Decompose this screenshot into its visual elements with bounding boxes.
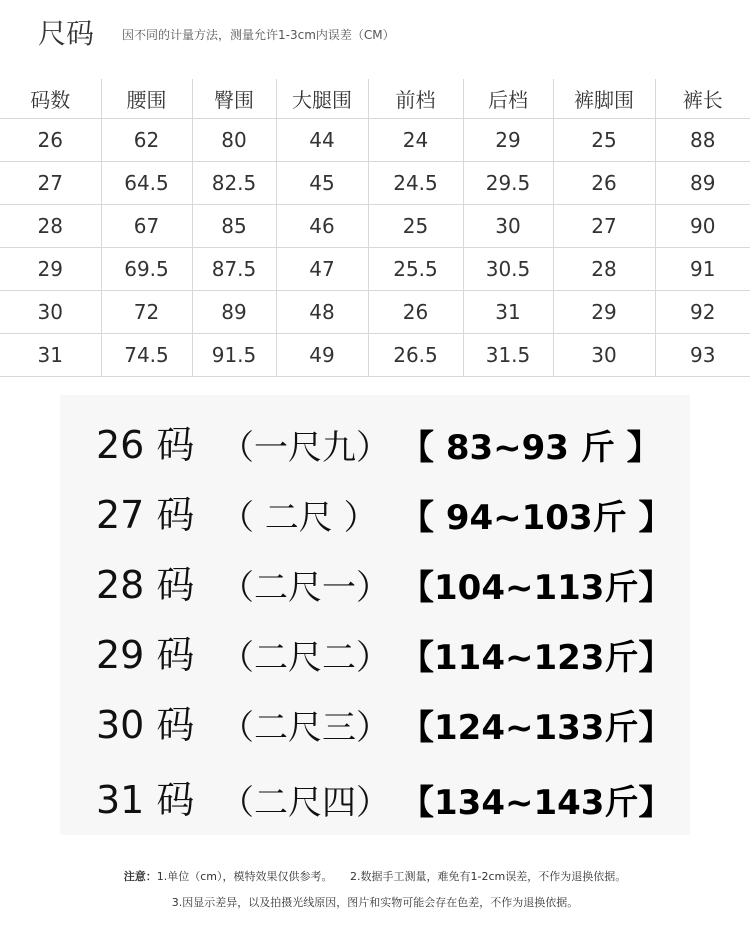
- table-cell: 26: [553, 162, 655, 205]
- table-cell: 25: [553, 119, 655, 162]
- table-cell: 30: [553, 334, 655, 377]
- table-cell: 74.5: [101, 334, 192, 377]
- weight-guide-panel: [60, 395, 690, 835]
- weight-size: 30 码: [96, 703, 195, 747]
- weight-size: 31 码: [96, 778, 195, 822]
- note-item: 3.因显示差异，以及拍摄光线原因，图片和实物可能会存在色差，不作为退换依据。: [171, 896, 579, 909]
- table-cell: 26: [368, 291, 463, 334]
- column-header: 腰围: [101, 79, 192, 119]
- weight-size: 26 码: [96, 423, 195, 467]
- table-cell: 29.5: [463, 162, 553, 205]
- table-cell: 30.5: [463, 248, 553, 291]
- column-header: 裤长: [655, 79, 750, 119]
- table-cell: 44: [276, 119, 368, 162]
- table-cell: 91.5: [192, 334, 276, 377]
- table-cell: 64.5: [101, 162, 192, 205]
- table-cell: 31: [463, 291, 553, 334]
- table-row: [0, 205, 750, 248]
- note-item: 1.单位（cm），模特效果仅供参考。: [156, 870, 333, 883]
- table-cell: 31: [0, 334, 101, 377]
- weight-guide-row: [60, 690, 690, 750]
- column-header: 臀围: [192, 79, 276, 119]
- waist-chi: （二尺三）: [220, 708, 390, 748]
- table-cell: 31.5: [463, 334, 553, 377]
- table-cell: 25: [368, 205, 463, 248]
- table-row: [0, 119, 750, 162]
- table-cell: 69.5: [101, 248, 192, 291]
- column-header: 码数: [0, 79, 101, 119]
- table-cell: 28: [553, 248, 655, 291]
- table-cell: 88: [655, 119, 750, 162]
- weight-range: 【114~123斤】: [400, 638, 673, 678]
- weight-guide-row: [60, 765, 690, 825]
- notes-line-1: [0, 868, 750, 884]
- weight-guide-row: [60, 550, 690, 610]
- table-row: [0, 162, 750, 205]
- table-cell: 80: [192, 119, 276, 162]
- table-cell: 89: [655, 162, 750, 205]
- waist-chi: （二尺四）: [220, 783, 390, 823]
- size-table: [0, 79, 750, 377]
- notes-line-2: [0, 894, 750, 910]
- table-cell: 85: [192, 205, 276, 248]
- table-row: [0, 248, 750, 291]
- notes-label: 注意：: [123, 870, 157, 883]
- note-item: 2.数据手工测量，难免有1-2cm误差，不作为退换依据。: [350, 870, 627, 883]
- table-cell: 26: [0, 119, 101, 162]
- table-cell: 48: [276, 291, 368, 334]
- table-cell: 25.5: [368, 248, 463, 291]
- table-cell: 30: [463, 205, 553, 248]
- weight-size: 28 码: [96, 563, 195, 607]
- weight-range: 【 83~93 斤 】: [400, 428, 661, 468]
- table-cell: 93: [655, 334, 750, 377]
- table-cell: 72: [101, 291, 192, 334]
- weight-range: 【124~133斤】: [400, 708, 673, 748]
- table-cell: 67: [101, 205, 192, 248]
- table-cell: 27: [553, 205, 655, 248]
- table-cell: 28: [0, 205, 101, 248]
- table-cell: 29: [553, 291, 655, 334]
- weight-guide-row: [60, 480, 690, 540]
- table-cell: 92: [655, 291, 750, 334]
- table-cell: 62: [101, 119, 192, 162]
- page-title: 尺码: [38, 17, 95, 50]
- column-header: 大腿围: [276, 79, 368, 119]
- table-cell: 24.5: [368, 162, 463, 205]
- weight-range: 【134~143斤】: [400, 783, 673, 823]
- table-cell: 29: [463, 119, 553, 162]
- table-cell: 30: [0, 291, 101, 334]
- table-row: [0, 334, 750, 377]
- weight-size: 29 码: [96, 633, 195, 677]
- table-cell: 89: [192, 291, 276, 334]
- waist-chi: （二尺二）: [220, 638, 390, 678]
- column-header: 裤脚围: [553, 79, 655, 119]
- weight-guide-row: [60, 620, 690, 680]
- table-cell: 91: [655, 248, 750, 291]
- table-cell: 27: [0, 162, 101, 205]
- table-cell: 24: [368, 119, 463, 162]
- table-row: [0, 291, 750, 334]
- weight-size: 27 码: [96, 493, 195, 537]
- waist-chi: （一尺九）: [220, 428, 390, 468]
- waist-chi: （二尺一）: [220, 568, 390, 608]
- table-cell: 47: [276, 248, 368, 291]
- table-cell: 87.5: [192, 248, 276, 291]
- table-cell: 26.5: [368, 334, 463, 377]
- table-cell: 45: [276, 162, 368, 205]
- table-cell: 49: [276, 334, 368, 377]
- table-cell: 90: [655, 205, 750, 248]
- column-header: 前档: [368, 79, 463, 119]
- table-header-row: [0, 79, 750, 119]
- measurement-note: 因不同的计量方法，测量允许1-3cm内误差（CM）: [122, 28, 395, 42]
- column-header: 后档: [463, 79, 553, 119]
- weight-range: 【104~113斤】: [400, 568, 673, 608]
- weight-range: 【 94~103斤 】: [400, 498, 673, 538]
- waist-chi: （ 二尺 ）: [220, 498, 378, 538]
- table-cell: 82.5: [192, 162, 276, 205]
- table-cell: 29: [0, 248, 101, 291]
- weight-guide-row: [60, 410, 690, 470]
- table-cell: 46: [276, 205, 368, 248]
